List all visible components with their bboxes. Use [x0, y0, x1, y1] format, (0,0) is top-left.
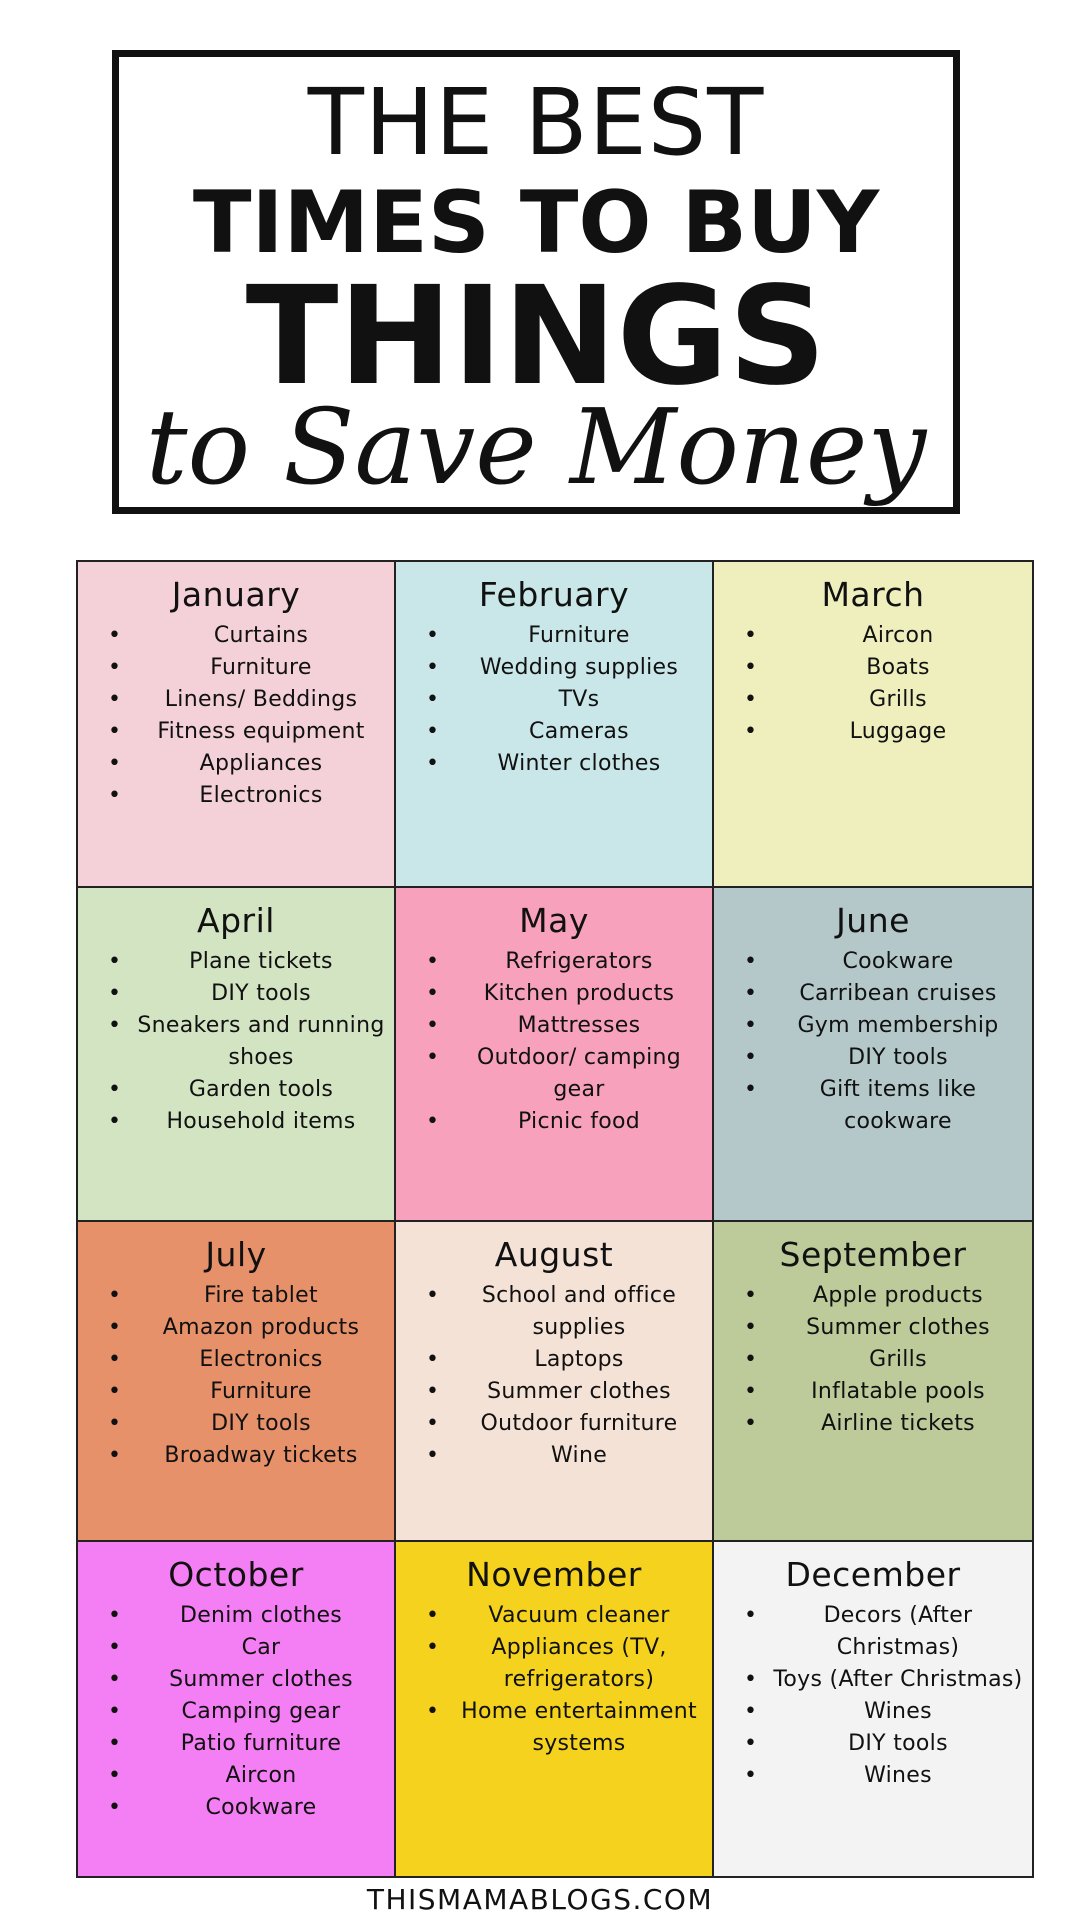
- item-list: [714, 946, 1032, 1138]
- month-cell-august: [396, 1222, 714, 1542]
- list-item: • Car: [134, 1632, 388, 1664]
- list-item: • Summer clothes: [770, 1312, 1026, 1344]
- list-item: • Appliances: [134, 748, 388, 780]
- list-item: • Decors (After Christmas): [770, 1600, 1026, 1664]
- list-item: • Fitness equipment: [134, 716, 388, 748]
- month-cell-february: [396, 562, 714, 888]
- list-item: • Amazon products: [134, 1312, 388, 1344]
- list-item: • Aircon: [134, 1760, 388, 1792]
- item-list: [78, 946, 394, 1138]
- list-item: • Airline tickets: [770, 1408, 1026, 1440]
- list-item: • Broadway tickets: [134, 1440, 388, 1472]
- list-item: • Wines: [770, 1696, 1026, 1728]
- list-item: • Camping gear: [134, 1696, 388, 1728]
- list-item: • Home entertainment systems: [452, 1696, 706, 1760]
- month-cell-june: [714, 888, 1032, 1222]
- month-title: January: [171, 575, 301, 614]
- title-line-the-best: THE BEST: [307, 69, 765, 176]
- list-item: • Cameras: [452, 716, 706, 748]
- list-item: • Apple products: [770, 1280, 1026, 1312]
- list-item: • Refrigerators: [452, 946, 706, 978]
- list-item: • DIY tools: [770, 1042, 1026, 1074]
- list-item: • Wine: [452, 1440, 706, 1472]
- list-item: • Winter clothes: [452, 748, 706, 780]
- list-item: • Household items: [134, 1106, 388, 1138]
- list-item: • Furniture: [134, 652, 388, 684]
- list-item: • Fire tablet: [134, 1280, 388, 1312]
- month-title: March: [821, 575, 925, 614]
- list-item: • Curtains: [134, 620, 388, 652]
- list-item: • School and office supplies: [452, 1280, 706, 1344]
- list-item: • Linens/ Beddings: [134, 684, 388, 716]
- item-list: [78, 1280, 394, 1472]
- month-title: June: [836, 901, 910, 940]
- list-item: • Kitchen products: [452, 978, 706, 1010]
- list-item: • Boats: [770, 652, 1026, 684]
- title-line-things: THINGS: [245, 258, 827, 416]
- list-item: • Toys (After Christmas): [770, 1664, 1026, 1696]
- list-item: • Appliances (TV, refrigerators): [452, 1632, 706, 1696]
- item-list: [78, 620, 394, 812]
- month-title: December: [785, 1555, 961, 1594]
- month-title: August: [494, 1235, 614, 1274]
- item-list: [78, 1600, 394, 1824]
- month-cell-april: [78, 888, 396, 1222]
- month-title: May: [519, 901, 589, 940]
- month-cell-november: [396, 1542, 714, 1876]
- list-item: • Inflatable pools: [770, 1376, 1026, 1408]
- list-item: • Sneakers and running shoes: [134, 1010, 388, 1074]
- month-cell-july: [78, 1222, 396, 1542]
- list-item: • Outdoor/ camping gear: [452, 1042, 706, 1106]
- list-item: • Electronics: [134, 1344, 388, 1376]
- list-item: • Electronics: [134, 780, 388, 812]
- list-item: • Gift items like cookware: [770, 1074, 1026, 1138]
- item-list: [714, 1600, 1032, 1792]
- list-item: • TVs: [452, 684, 706, 716]
- list-item: • Gym membership: [770, 1010, 1026, 1042]
- month-title: April: [197, 901, 275, 940]
- list-item: • Summer clothes: [134, 1664, 388, 1696]
- list-item: • DIY tools: [770, 1728, 1026, 1760]
- month-cell-december: [714, 1542, 1032, 1876]
- months-grid: [76, 560, 1034, 1878]
- list-item: • Grills: [770, 684, 1026, 716]
- title-line-times-to-buy: TIMES TO BUY: [192, 173, 880, 273]
- item-list: [396, 1600, 712, 1760]
- item-list: [396, 1280, 712, 1472]
- list-item: • Garden tools: [134, 1074, 388, 1106]
- month-title: September: [779, 1235, 967, 1274]
- month-cell-january: [78, 562, 396, 888]
- list-item: • Plane tickets: [134, 946, 388, 978]
- item-list: [714, 620, 1032, 748]
- title-line-save-money: to Save Money: [145, 386, 927, 508]
- list-item: • Denim clothes: [134, 1600, 388, 1632]
- list-item: • Mattresses: [452, 1010, 706, 1042]
- month-title: October: [168, 1555, 304, 1594]
- item-list: [396, 620, 712, 780]
- list-item: • Grills: [770, 1344, 1026, 1376]
- item-list: [396, 946, 712, 1138]
- list-item: • Patio furniture: [134, 1728, 388, 1760]
- list-item: • Outdoor furniture: [452, 1408, 706, 1440]
- month-cell-march: [714, 562, 1032, 888]
- list-item: • Picnic food: [452, 1106, 706, 1138]
- list-item: • Cookware: [134, 1792, 388, 1824]
- list-item: • Carribean cruises: [770, 978, 1026, 1010]
- list-item: • Vacuum cleaner: [452, 1600, 706, 1632]
- list-item: • DIY tools: [134, 1408, 388, 1440]
- list-item: • Wedding supplies: [452, 652, 706, 684]
- list-item: • Wines: [770, 1760, 1026, 1792]
- footer-site-url: THISMAMABLOGS.COM: [366, 1883, 714, 1916]
- month-cell-september: [714, 1222, 1032, 1542]
- month-title: February: [478, 575, 630, 614]
- title-box: [112, 50, 960, 514]
- month-title: July: [205, 1235, 267, 1274]
- list-item: • Summer clothes: [452, 1376, 706, 1408]
- month-cell-october: [78, 1542, 396, 1876]
- month-cell-may: [396, 888, 714, 1222]
- list-item: • Cookware: [770, 946, 1026, 978]
- list-item: • Laptops: [452, 1344, 706, 1376]
- list-item: • Luggage: [770, 716, 1026, 748]
- list-item: • DIY tools: [134, 978, 388, 1010]
- month-title: November: [466, 1555, 642, 1594]
- list-item: • Aircon: [770, 620, 1026, 652]
- item-list: [714, 1280, 1032, 1440]
- list-item: • Furniture: [452, 620, 706, 652]
- list-item: • Furniture: [134, 1376, 388, 1408]
